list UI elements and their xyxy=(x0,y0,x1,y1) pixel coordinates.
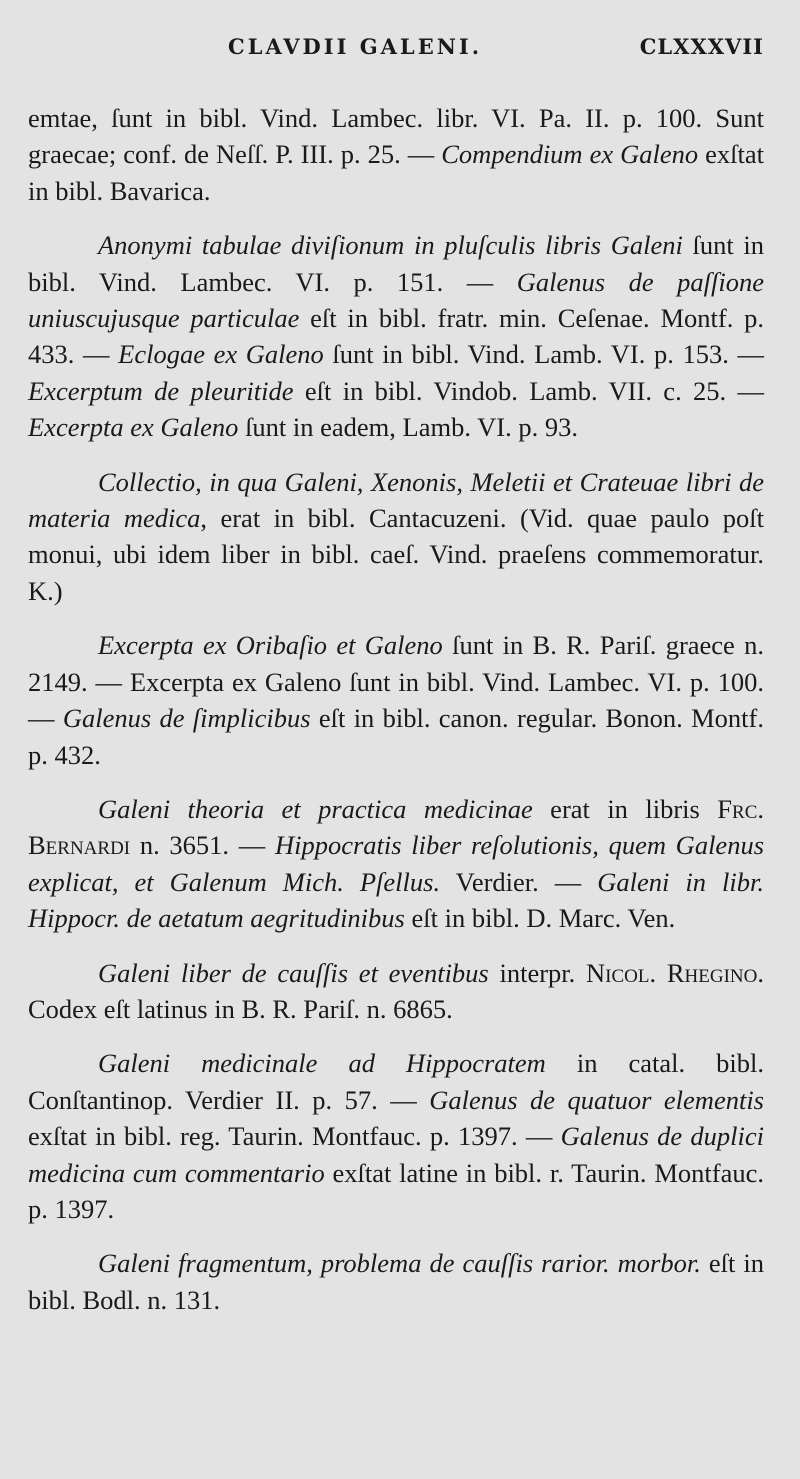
italic-title: Collectio, in qua Galeni, Xenonis, Meletii et Crateuae libri de materia medica xyxy=(28,466,764,534)
text-run: Frc. Bernardi xyxy=(28,793,764,861)
text-run: eſt in bibl. canon. regular. Bonon. Montf. p. 432. xyxy=(28,703,764,770)
paragraph xyxy=(28,1045,764,1227)
text-run: Nicol. Rhegino xyxy=(586,957,758,988)
italic-title: Galeni fragmentum, problema de cauſſis rarior. morbor. xyxy=(98,1248,701,1279)
text-run: eſt in bibl. fratr. min. Ceſenae. Montf. p. 433. — xyxy=(28,303,764,370)
italic-title: Excerpta ex Galeno xyxy=(28,412,239,443)
text-run: ſunt in B. R. Pariſ. graece n. 2149. — Excerpta ex Galeno ſunt in bibl. Vind. Lambec. VI. p. 100. — xyxy=(28,630,764,734)
text-run: in catal. bibl. Conſtantinop. Verdier II. p. 57. — xyxy=(28,1048,764,1115)
italic-title: Galenus de duplici medicina cum commentario xyxy=(28,1121,765,1188)
italic-title: Compendium ex Galeno xyxy=(441,139,699,170)
body-text xyxy=(28,100,764,1318)
paragraph xyxy=(28,1245,764,1318)
running-header xyxy=(28,0,764,100)
text-run: ſunt in bibl. Vind. Lambec. VI. p. 151. — xyxy=(28,230,764,297)
text-run: eſt in bibl. Vindob. Lamb. VII. c. 25. — xyxy=(293,375,764,406)
italic-title: Anonymi tabulae diviſionum in pluſculis libris Galeni xyxy=(98,230,683,261)
italic-title: Galeni in libr. Hippocr. de aetatum aegritudinibus xyxy=(28,866,765,934)
running-title: CLAVDII GALENI. xyxy=(228,34,483,59)
italic-title: Excerpta ex Oribaſio et Galeno xyxy=(98,630,443,661)
paragraph xyxy=(28,955,764,1028)
italic-title: Galeni theoria et practica medicinae xyxy=(98,793,533,824)
text-run: ſunt in eadem, Lamb. VI. p. 93. xyxy=(238,412,578,443)
paragraph xyxy=(28,627,764,773)
italic-title: Galeni liber de cauſſis et eventibus xyxy=(98,957,489,988)
italic-title: Excerptum de pleuritide xyxy=(28,375,294,406)
italic-title: Galeni medicinale ad Hippocratem xyxy=(98,1048,546,1079)
text-run: n. 3651. — xyxy=(130,830,275,861)
text-run: . Codex eſt latinus in B. R. Pariſ. n. 6865. xyxy=(28,957,764,1024)
text-run: emtae, ſunt in bibl. Vind. Lambec. libr. VI. Pa. II. p. 100. Sunt graecae; conf. de Neſſ. P. III. p. 25. — xyxy=(28,103,764,170)
text-run: eſt in bibl. Bodl. n. 131. xyxy=(28,1248,765,1315)
text-run: interpr. xyxy=(488,957,587,988)
paragraph xyxy=(28,227,764,445)
italic-title: Galenus de paſſione uniuscujusque particulae xyxy=(28,266,765,334)
italic-title: Galenus de ſimplicibus xyxy=(62,703,311,734)
italic-title: Hippocratis liber reſolutionis, quem Galenus explicat, et Galenum Mich. Pſellus. xyxy=(28,830,765,897)
text-run: exſtat in bibl. Bavarica. xyxy=(28,139,764,206)
text-run: exſtat in bibl. reg. Taurin. Montfauc. p. 1397. — xyxy=(28,1121,561,1152)
paragraph xyxy=(28,464,764,610)
text-run: ſunt in bibl. Vind. Lamb. VI. p. 153. — xyxy=(323,339,764,370)
italic-title: Galenus de quatuor elementis xyxy=(429,1084,764,1115)
text-run: erat in libris xyxy=(532,793,718,824)
text-run: eſt in bibl. D. Marc. Ven. xyxy=(404,903,676,934)
paragraph xyxy=(28,100,764,209)
page-number: CLXXXVII xyxy=(639,34,764,59)
text-run: Verdier. — xyxy=(440,866,598,897)
paragraph xyxy=(28,791,764,937)
text-run: , erat in bibl. Cantacuzeni. (Vid. quae paulo poſt monui, ubi idem liber in bibl. caeſ. Vind. praeſens commemoratur. K.) xyxy=(28,503,764,606)
italic-title: Eclogae ex Galeno xyxy=(118,339,324,370)
text-run: exſtat latine in bibl. r. Taurin. Montfauc. p. 1397. xyxy=(28,1157,764,1224)
